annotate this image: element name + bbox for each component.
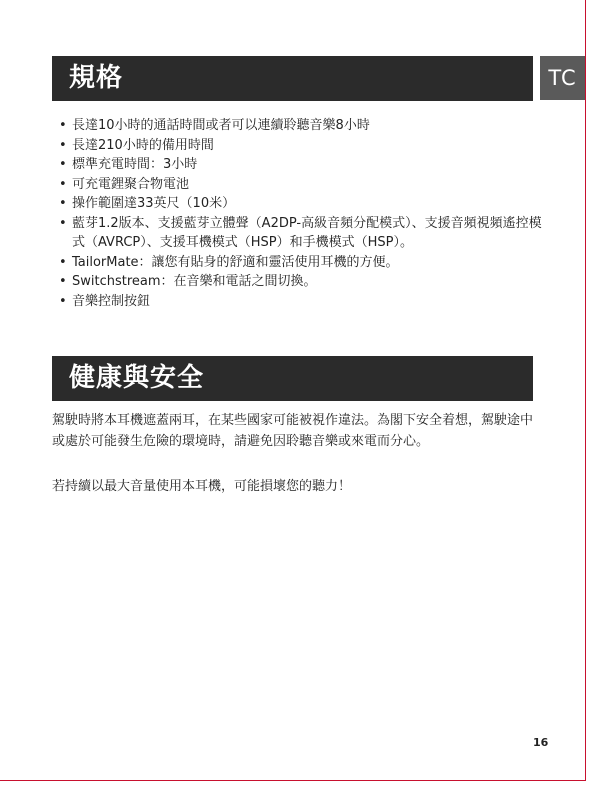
spec-item-text: 長達210小時的備用時間 [72,137,214,153]
list-item [52,292,542,312]
page-border-bottom [0,780,586,781]
safety-heading-bar [52,356,533,401]
page-number: 16 [533,736,549,749]
spec-item-text: TailorMate：讓您有貼身的舒適和靈活使用耳機的方便。 [72,254,399,270]
bullet-icon: • [59,137,67,153]
bullet-icon: • [59,254,67,270]
spec-item-text: Switchstream：在音樂和電話之間切換。 [72,274,317,289]
specs-list [52,116,542,311]
specs-heading-bar [52,56,533,101]
bullet-icon: • [59,157,67,172]
spec-item-text: 可充電鋰聚合物電池 [72,176,190,192]
spec-item-text: 藍芽1.2版本、支援藍芽立體聲（A2DP-高級音頻分配模式）、支援音頻視頻遙控模式（AVRCP）、支援耳機模式（HSP）和手機模式（HSP）。 [72,215,542,250]
specs-heading: 規格 [69,63,124,93]
safety-heading: 健康與安全 [69,363,205,393]
list-item [52,116,542,136]
spec-item-text: 操作範圍達33英尺（10米） [72,196,236,211]
page-border-right [585,0,586,780]
bullet-icon: • [59,196,67,211]
spec-item-text: 標準充電時間：3小時 [72,157,198,172]
list-item [52,253,542,273]
list-item [52,175,542,195]
list-item [52,214,542,253]
bullet-icon: • [59,274,67,289]
spec-item-text: 音樂控制按鈕 [72,293,151,309]
list-item [52,272,542,292]
language-tab: TC [540,56,585,100]
safety-paragraph-driving: 駕駛時將本耳機遮蓋兩耳，在某些國家可能被視作違法。為閣下安全着想，駕駛途中或處於可能發生危險的環境時，請避免因聆聽音樂或來電而分心。 [52,413,534,449]
bullet-icon: • [59,118,67,133]
list-item [52,136,542,156]
bullet-icon: • [59,215,67,231]
list-item [52,194,542,214]
bullet-icon: • [59,293,67,309]
bullet-icon: • [59,176,67,192]
safety-paragraph-volume: 若持續以最大音量使用本耳機，可能損壞您的聽力！ [52,479,352,494]
spec-item-text: 長達10小時的通話時間或者可以連續聆聽音樂8小時 [72,118,370,133]
list-item [52,155,542,175]
